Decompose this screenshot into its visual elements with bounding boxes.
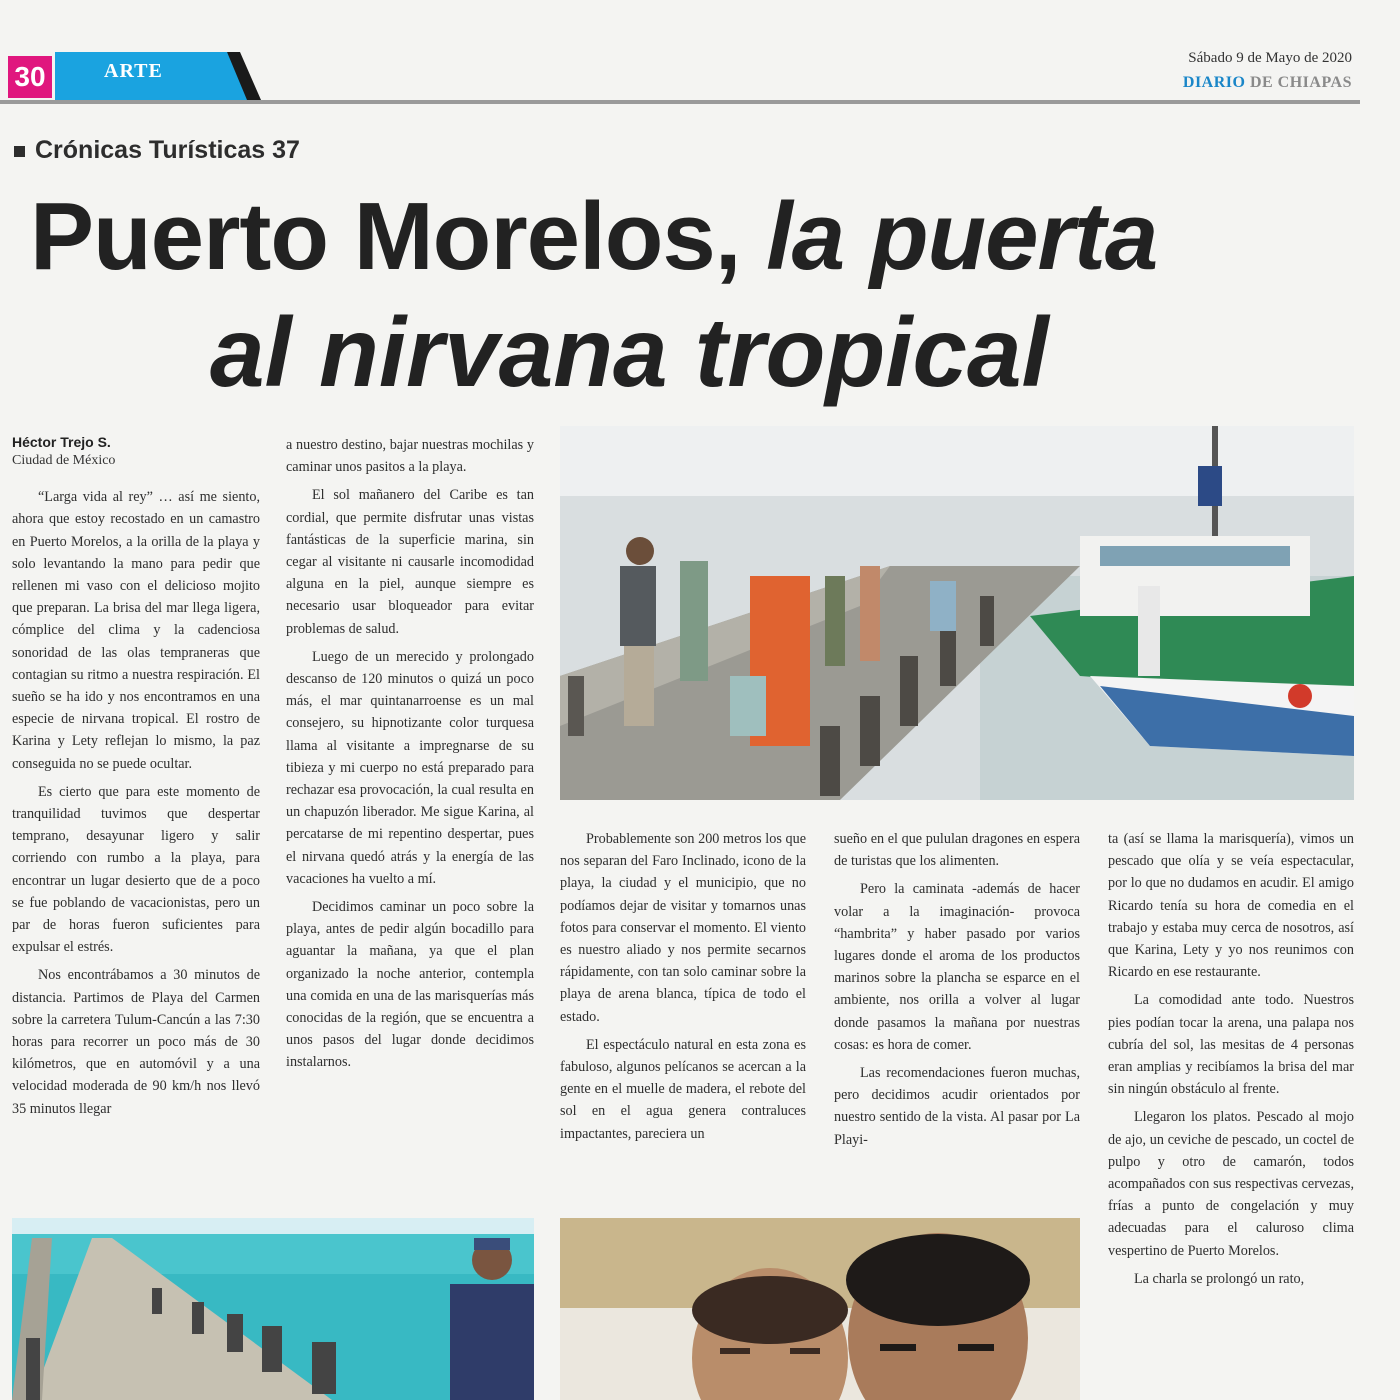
article-column-5 (1108, 828, 1354, 1296)
article-column-4 (834, 828, 1080, 1157)
author-byline: Héctor Trejo S. (12, 434, 111, 450)
paragraph: El sol mañanero del Caribe es tan cordial, que permite disfrutar unas vistas fantásticas de la superficie marina, sin cegar al visitante ni causarle incomodidad alguna en la piel, aunque siempre es necesario usar bloqueador para evitar problemas de salud. (286, 487, 534, 637)
paragraph: “Larga vida al rey” … así me siento, ahora que estoy recostado en un camastro en Puerto Morelos, a la orilla de la playa y solo levantando la mano para pedir que rellenen mi vaso con el delicioso mojito que preparan. La brisa del mar llega ligera, cómplice del clima y la cadenciosa sonoridad de las olas tempraneras que contagian su ritmo a nuestra respiración. El sueño se ha ido y nos encontramos en una especie de nirvana tropical. El rostro de Karina y Lety reflejan lo mismo, la paz conseguida no se puede ocultar. (12, 489, 260, 772)
paragraph: La charla se prolongó un rato, (1134, 1270, 1305, 1287)
long-pier-photo (12, 1218, 534, 1400)
paragraph: Es cierto que para este momento de tranquilidad tuvimos que despertar temprano, desayunar ligero y salir corriendo con rumbo a la playa, para encontrar un lugar desierto que de a poco se fue poblando de vacacionistas, pero un par de horas fueron suficientes para expulsar el estrés. (12, 783, 260, 956)
bullet-square-icon (14, 146, 25, 157)
paragraph: Pero la caminata -además de hacer volar a la imaginación- provoca “hambrita” y haber pasado por varios lugares donde el aroma de los productos marinos sobre la plancha se esparce en el ambiente, nos orilla a volver al lugar donde pasamos la mañana por nuestras cosas: es hora de comer. (834, 881, 1080, 1053)
paragraph: Llegaron los platos. Pescado al mojo de ajo, un ceviche de pescado, un coctel de pulpo y otro de camarón, todos acompañados con sus respectivas cervezas, frías a punto de congelación y muy adecuadas para el caluroso clima vespertino de Puerto Morelos. (1108, 1109, 1354, 1259)
paragraph: Nos encontrábamos a 30 minutos de distancia. Partimos de Playa del Carmen sobre la carretera Tulum-Cancún a las 7:30 horas para recorrer un poco más de 30 kilómetros, que en automóvil y a una velocidad moderada de 90 km/h nos llevó 35 minutos llegar (12, 967, 260, 1117)
paragraph: Decidimos caminar un poco sobre la playa, antes de pedir algún bocadillo para aguantar la mañana, ya que el plan organizado la noche anterior, contempla una comida en una de las marisquerías más conocidas de la región, que se encuentra a unos pasos del lugar donde decidimos instalarnos. (286, 899, 534, 1071)
paragraph: El espectáculo natural en esta zona es fabuloso, algunos pelícanos se acercan a la gente en el muelle de madera, el rebote del sol en el agua genera contraluces impactantes, pareciera un (560, 1036, 806, 1142)
page-number: 30 (8, 56, 52, 98)
headline-line2: al nirvana tropical (210, 297, 1049, 407)
author-city: Ciudad de México (12, 453, 116, 468)
article-column-1 (12, 434, 260, 1126)
paragraph: Probablemente son 200 metros los que nos separan del Faro Inclinado, icono de la playa, la ciudad y el municipio, que no podíamos dejar de visitar y tomarnos unas fotos para conservar el momento. El viento es nuestro aliado y nos permite secarnos rápidamente, con tan solo caminar sobre la playa de arena blanca, típica de todo el estado. (560, 831, 806, 1025)
kicker-text: Crónicas Turísticas 37 (35, 136, 300, 164)
masthead (1183, 74, 1352, 92)
paragraph: Luego de un merecido y prolongado descanso de 120 minutos o quizá un poco más, el mar quintanarroense es un mal consejero, su hipnotizante color turquesa llama al visitante a impregnarse de su tibieza y mi cuerpo no está preparado para rechazar esa provocación, la cual resulta en un chapuzón liberador. Me sigue Karina, al percatarse de mi repentino despertar, pues el nirvana quedó atrás y la energía de las vacaciones ha vuelto a mí. (286, 648, 534, 887)
headline-italic: la puerta (766, 183, 1158, 290)
article-column-2 (286, 434, 534, 1080)
section-label: ARTE (104, 60, 163, 82)
masthead-part1: DIARIO (1182, 74, 1246, 91)
paragraph: a nuestro destino, bajar nuestras mochilas y caminar unos pasitos a la playa. (286, 437, 534, 476)
headline-line1 (30, 182, 1157, 292)
issue-date: Sábado 9 de Mayo de 2020 (1188, 50, 1352, 66)
paragraph: La comodidad ante todo. Nuestros pies podían tocar la arena, una palapa nos cubría del sol, las mesitas de 4 personas eran amplias y recibíamos la brisa del mar sin ningún obstáculo al frente. (1108, 992, 1354, 1098)
header-rule (0, 100, 1360, 104)
pier-boats-photo (560, 426, 1354, 800)
masthead-part2: DE CHIAPAS (1249, 74, 1352, 91)
paragraph: sueño en el que pululan dragones en espera de turistas que los alimenten. (834, 831, 1080, 870)
paragraph: ta (así se llama la marisquería), vimos un pescado que olía y se veía espectacular, por lo que no dudamos en acudir. El amigo Ricardo tenía su hora de comedia en el trabajo y estaba muy cerca de nosotros, así que Karina, Lety y yo nos reunimos con Ricardo en ese restaurante. (1108, 831, 1354, 981)
couple-selfie-photo (560, 1218, 1080, 1400)
headline-regular: Puerto Morelos, (30, 183, 741, 290)
kicker (14, 136, 300, 165)
paragraph: Las recomendaciones fueron muchas, pero decidimos acudir orientados por nuestro sentido de la vista. Al pasar por La Playi- (834, 1065, 1080, 1148)
article-column-3 (560, 828, 806, 1151)
